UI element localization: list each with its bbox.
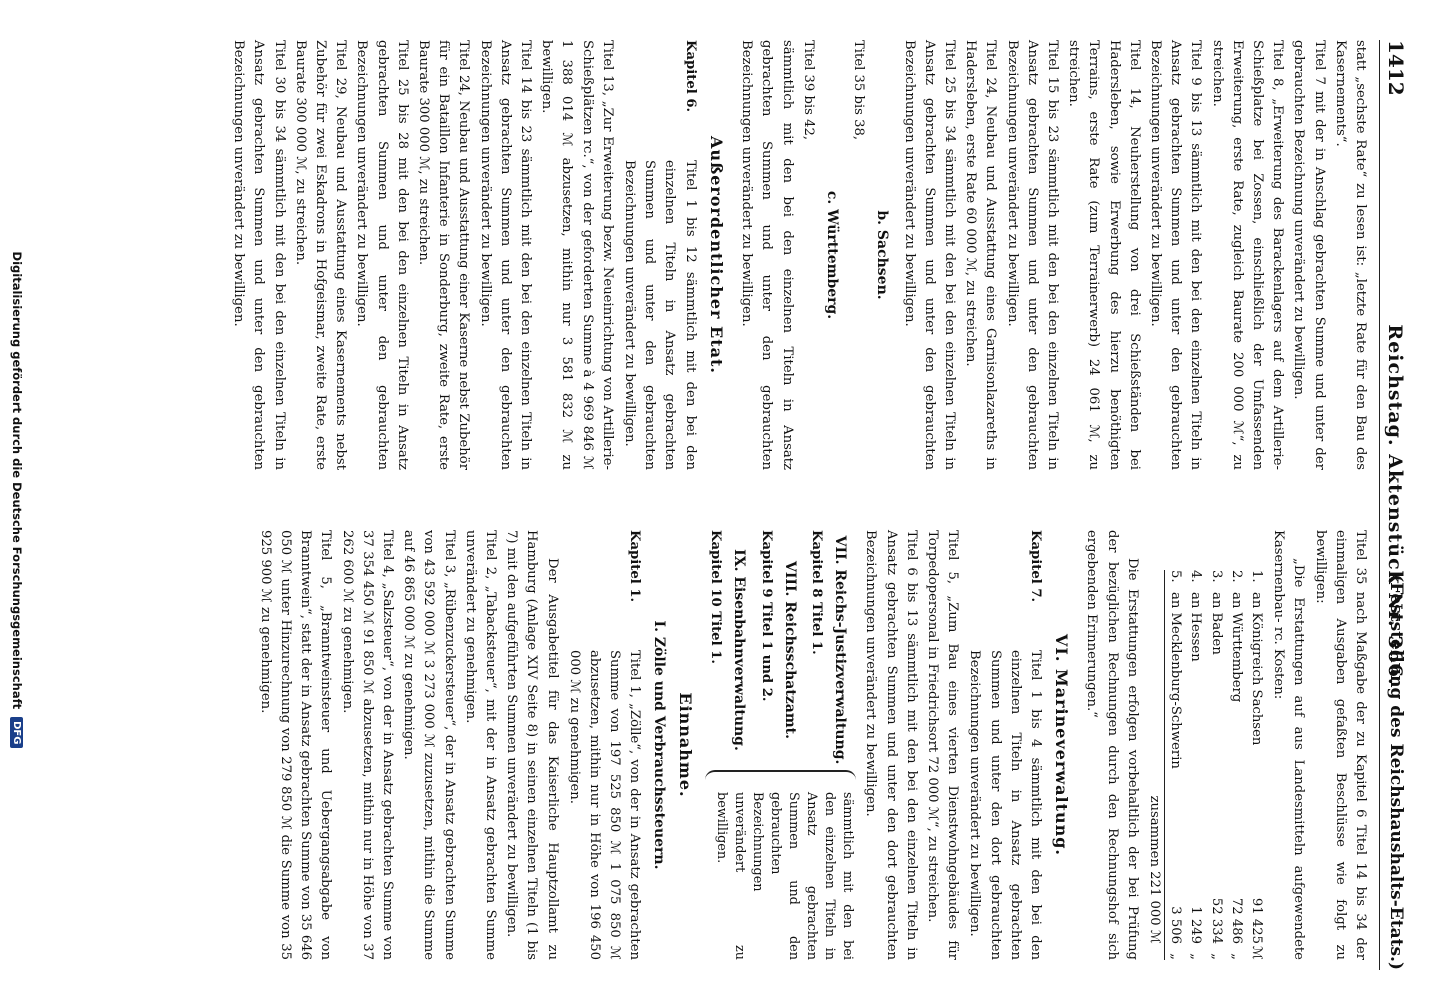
- chapter-label: Kapitel 6.: [682, 40, 698, 113]
- chapter-block-7: [964, 530, 1045, 960]
- left-column: [227, 40, 1370, 470]
- paragraph: Titel 1 bis 12 sämmtlich mit den bei den einzelnen Titeln in Ansatz gebrachten Summen und unter den gebrauchten Bezeichnungen unverändert zu bewilligen.: [622, 160, 698, 470]
- paragraph: Titel 25 bis 34 sämmtlich mit den bei den einzelnen Titeln in Ansatz gebrachten Summen und unter den gebrauchten Bezeichnungen unverändert zu bewilligen.: [901, 40, 957, 470]
- paragraph: Titel 14, Neuherstellung von drei Schießständen bei Hadersleben, sowie Erwerbung des hierzu benöthigten Terrains, erste Rate (zum Terrainerwerb) 24 061 ℳ, zu streichen.: [1066, 40, 1142, 470]
- paragraph: Der Ausgabetitel für das Kaiserliche Hauptzollamt zu Hamburg (Anlage XIV Seite 8) in seinen einzelnen Titeln (1 bis 7) mit den aufgeführten Summen unverändert zu bewilligen.: [504, 530, 560, 960]
- paragraph: Titel 25 bis 28 mit den bei den einzelnen Titeln in Ansatz gebrachten Summen und unter den gebrauchten Bezeichnungen unverändert zu bewilligen.: [354, 40, 410, 470]
- paragraph: Titel 35 bis 38,: [851, 40, 867, 141]
- section-heading-sachsen: b. Sachsen.: [874, 210, 891, 300]
- brace-mark: [705, 770, 856, 786]
- paragraph: Titel 4, „Salzsteuer“, von der in Ansatz gebrachten Summe von 37 354 450 ℳ 91 850 ℳ abzusetzen, mithin nur in Höhe von 37 262 600 ℳ zu genehmigen.: [339, 530, 396, 960]
- paragraph: Titel 15 bis 23 sämmtlich mit den bei den einzelnen Titeln in Ansatz gebrachten Summen und unter den gebrauchten Bezeichnungen unverändert zu bewilligen.: [1004, 40, 1060, 470]
- paragraph: Titel 2, „Tabacksteuer“, mit der in Ansatz gebrachten Summe unverändert zu genehmigen.: [462, 530, 499, 960]
- chapter-ref: Kapitel 10 Titel 1.: [708, 530, 724, 664]
- paragraph: Titel 3, „Rübenzuckersteuer“, der in Ansatz gebrachten Summe von 43 592 000 ℳ 3 273 000 ℳ zuzusetzen, mithin die Summe auf 46 865 000 ℳ zu genehmigen.: [401, 530, 457, 960]
- grouped-chapters: [705, 530, 856, 960]
- right-column: [254, 530, 1370, 960]
- paragraph: Titel 6 bis 13 sämmtlich mit den bei den einzelnen Titeln in Ansatz gebrachten Summen und unter den dort gebrauchten Bezeichnungen unverändert zu bewilligen.: [863, 530, 919, 960]
- section-heading-marine: VI. Marineverwaltung.: [1052, 634, 1072, 856]
- paragraph: sämmtlich mit den bei den einzelnen Titeln in Ansatz gebrachten Summen und unter den gebrauchten Bezeichnungen unverändert zu bewilligen.: [739, 40, 795, 470]
- paragraph: Titel 13, „Zur Erweiterung bezw. Neueinrichtung von Artillerie-Schießplätzen rc.“, von der geforderten Summe à 4 969 846 ℳ 1 388 014 ℳ abzusetzen, mithin nur 3 581 832 ℳ zu bewilligen.: [539, 40, 615, 470]
- paragraph: „Die Erstattungen auf aus Landesmitteln aufgewendete Kasernenbau- rc. Kosten:: [1271, 530, 1307, 960]
- section-heading-justice: VII. Reichs-Justizverwaltung.: [832, 535, 849, 765]
- paragraph: Titel 9 bis 13 sämmtlich mit den bei den einzelnen Titeln in Ansatz gebrachten Summen und unter den gebrauchten Bezeichnungen unverändert zu bewilligen.: [1147, 40, 1204, 470]
- paragraph: Titel 30 bis 34 sämmtlich mit den bei den einzelnen Titeln in Ansatz gebrachten Summen und unter den gebrauchten Bezeichnungen unverändert zu bewilligen.: [231, 40, 287, 470]
- paragraph: Titel 1 bis 4 sämmtlich mit den bei den einzelnen Titeln in Ansatz gebrachten Summen und unter den dort gebrauchten Bezeichnungen unverändert zu bewilligen.: [967, 650, 1043, 960]
- list-item: 2. an Württemberg 72 486 „: [1228, 570, 1244, 960]
- list-item: 3. an Baden 52 334 „: [1208, 570, 1224, 960]
- list-total: zusammen 221 000 ℳ: [1146, 795, 1162, 944]
- chapter-ref: Kapitel 8 Titel 1.: [808, 530, 824, 655]
- credit-text: Digitalisierung gefördert durch die Deutsche Forschungsgemeinschaft: [10, 251, 24, 710]
- reimbursement-list: [1144, 570, 1266, 960]
- page-number: 1412: [1384, 40, 1408, 96]
- paragraph: Titel 29, Neubau und Ausstattung eines Kasernements nebst Zubehör für zwei Eskadrons in Hofgeismar, zweite Rate, erste Baurate 300 000 ℳ, zu streichen.: [292, 40, 349, 470]
- page-header: [1379, 40, 1410, 970]
- paragraph: Titel 14 bis 23 sämmtlich mit den bei den einzelnen Titeln in Ansatz gebrachten Summen und unter den gebrauchten Bezeichnungen unverändert zu bewilligen.: [477, 40, 534, 470]
- section-heading-treasury: VIII. Reichsschatzamt.: [781, 560, 798, 739]
- page-subtitle: (Feststellung des Reichshaushalts-Etats.): [1386, 574, 1406, 970]
- section-heading-customs: I. Zölle und Verbrauchssteuern.: [650, 620, 667, 870]
- paragraph: Titel 24, Neubau und Ausstattung einer Kaserne nebst Zubehör für ein Bataillon Infanterie in Sonderburg, zweite Rate, erste Baurate 300 000 ℳ, zu streichen.: [416, 40, 472, 470]
- paragraph: Titel 8, „Erweiterung des Barackenlagers auf dem Artillerie-Schießplatze bei Zossen, einschließlich der Umfassenden Erweiterung, erste Rate, zugleich Baurate 200 000 ℳ“, zu streichen.: [1209, 40, 1286, 470]
- paragraph: statt „sechste Rate“ zu lesen ist: „letzte Rate für den Bau des Kasernements“.: [1332, 40, 1368, 470]
- section-heading-railway: IX. Eisenbahnverwaltung.: [731, 549, 748, 751]
- paragraph: Titel 1, „Zölle“, von der in Ansatz gebrachten Summe von 197 525 850 ℳ 1 075 850 ℳ abzusetzen, mithin nur in Höhe von 196 450 000 ℳ zu genehmigen.: [566, 650, 643, 960]
- section-heading-income: Einnahme.: [675, 692, 695, 798]
- section-heading-extraordinary: Außerordentlicher Etat.: [706, 136, 726, 374]
- chapter-label: Kapitel 1.: [627, 530, 643, 603]
- paragraph: Titel 35 nach Maßgabe der zu Kapitel 6 Titel 14 bis 34 der einmaligen Ausgaben gefaßten Beschlüsse wie folgt zu bewilligen:: [1312, 530, 1368, 960]
- paragraph: Die Erstattungen erfolgen vorbehaltlich der bei Prüfung der bezüglichen Rechnungen durch den Rechnungshof sich ergebenden Erinnerungen.“: [1084, 530, 1140, 960]
- paragraph: Titel 39 bis 42,: [800, 40, 816, 141]
- list-item: 5. an Mecklenburg-Schwerin 3 506 „: [1164, 570, 1185, 960]
- list-item: 1. an Königreich Sachsen 91 425 ℳ: [1248, 570, 1264, 960]
- list-item: 4. an Hessen 1 249 „: [1188, 570, 1204, 960]
- paragraph: Titel 24, Neubau und Ausstattung eines Garnisonlazareths in Hadersleben, erste Rate 60 000 ℳ, zu streichen.: [963, 40, 999, 470]
- section-heading-wuerttemberg: c. Württemberg.: [823, 190, 840, 320]
- dfg-logo: DFG: [11, 717, 24, 748]
- chapter-block-6: [619, 40, 700, 470]
- brace-text: sämmtlich mit den bei den einzelnen Titeln in Ansatz gebrachten Summen und den gebrauchten Bezeichnungen unverändert zu bewilligen.: [714, 792, 856, 960]
- page-title: Reichstag. Aktenstück Nr. 366.: [1384, 324, 1406, 686]
- digitization-credit: [6, 0, 28, 1000]
- chapter-ref: Kapitel 9 Titel 1 und 2.: [758, 530, 774, 702]
- paragraph: Titel 7 mit der in Anschlag gebrachten Summe und unter der gebrauchten Bezeichnung unverändert zu bewilligen.: [1291, 40, 1327, 470]
- paragraph: Titel 5, „Zum Bau eines vierten Dienstwohngebäudes für Torpedopersonal in Friedrichsort 72 000 ℳ“, zu streichen.: [924, 530, 961, 960]
- paragraph: Titel 5, „Branntweinsteuer und Uebergangsabgabe von Branntwein“, statt der in Ansatz gebrachten Summe von 35 646 050 ℳ unter Hinzurechnung von 279 850 ℳ die Summe von 35 925 900 ℳ zu genehmigen.: [257, 530, 334, 960]
- chapter-label: Kapitel 7.: [1027, 530, 1043, 603]
- chapter-block-1: [564, 530, 645, 960]
